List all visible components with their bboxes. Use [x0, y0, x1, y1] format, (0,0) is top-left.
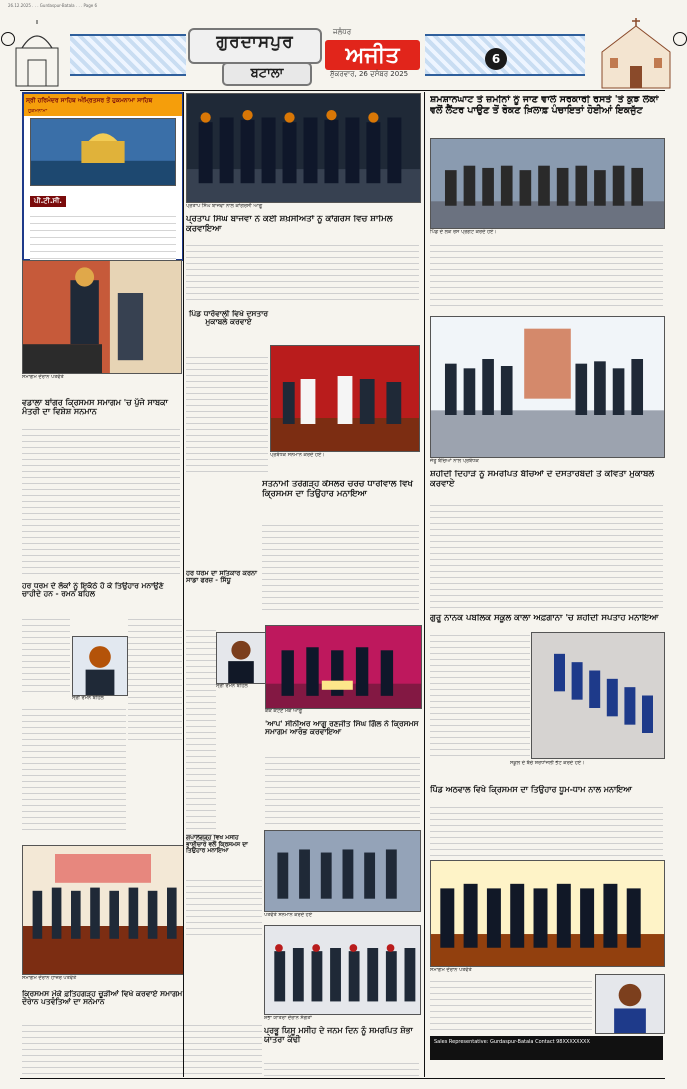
s1-photo: [430, 138, 665, 229]
s12-headline: ਹਰ ਧਰਮ ਦਾ ਸਤਿਕਾਰ ਕਰਨਾ ਸਾਡਾ ਫਰਜ਼ - ਸਿੱਧੂ: [186, 570, 257, 585]
s11-body: [22, 1020, 262, 1075]
s14-headline: ਗੋਪਾਲਗੜ੍ਹ ਵਿਖੇ ਮਸੀਹ ਭਾਈਚਾਰੇ ਵਲੋਂ ਕ੍ਰਿਸਮਸ ਦਾ ਤਿਉਹਾਰ ਮਨਾਇਆ: [186, 835, 248, 855]
print-slug: 26.12.2025 . . . Gurdaspur-Batala . . . Page 6: [8, 3, 98, 8]
column-rule-2: [424, 92, 425, 1077]
masthead-title: ਅਜੀਤ: [325, 40, 420, 70]
contact-strip: Sales Representative: Gurdaspur-Batala Contact 98XXXXXXXX: [430, 1036, 663, 1060]
s7-caption: ਸਕੂਲ ਦੇ ਬੱਚੇ ਸ਼ਰਧਾਂਜਲੀ ਭੇਟ ਕਰਦੇ ਹੋਏ।: [510, 760, 585, 766]
s4-headline: ਪਿੰਡ ਧਾਰੋਵਾਲੀ ਵਿਖੇ ਦਸਤਾਰ ਮੁਕਾਬਲੇ ਕਰਵਾਏ: [188, 310, 269, 327]
s2-photo: [186, 93, 421, 203]
s3-caption: ਸਮਾਗਮ ਦੌਰਾਨ ਪਤਵੰਤੇ: [22, 374, 64, 380]
s13-portrait: [72, 636, 128, 696]
s10-body: [264, 1058, 419, 1076]
church-sketch-right: [592, 18, 680, 90]
s3-headline: ਵਡਾਲਾ ਬਾਂਗਰ ਕ੍ਰਿਸਮਸ ਸਮਾਗਮ 'ਚ ਪੁੱਜੇ ਸਾਬਕਾ ਮੰਤਰੀ ਦਾ ਵਿਸ਼ੇਸ਼ ਸਨਮਾਨ: [22, 398, 168, 416]
s14-body: [186, 875, 262, 935]
masthead-rule: [20, 90, 665, 91]
s13-portrait-caption: ਸ੍ਰੀ ਰਮਨ ਬਹਿਲ: [72, 695, 104, 701]
s8-headline: 'ਆਪ' ਸੀਨੀਅਰ ਆਗੂ ਰਣਜੀਤ ਸਿੰਘ ਗਿੱਲ ਨੇ ਕ੍ਰਿਸਮਸ ਸਮਾਗਮ ਆਰੰਭ ਕਰਵਾਇਆ: [265, 720, 419, 737]
page-number: 6: [485, 48, 507, 70]
s12-portrait: [216, 632, 266, 684]
s7-headline: ਗੁਰੂ ਨਾਨਕ ਪਬਲਿਕ ਸਕੂਲ ਕਾਲਾ ਅਫ਼ਗਾਨਾ 'ਚ ਸ਼ਹੀਦੀ ਸਪਤਾਹ ਮਨਾਇਆ: [430, 614, 659, 623]
s2-headline: ਪ੍ਰਤਾਪ ਸਿੰਘ ਬਾਜਵਾ ਨੇ ਕਈ ਸ਼ਖ਼ਸੀਅਤਾਂ ਨੂੰ ਕਾਂਗਰਸ ਵਿਚ ਸ਼ਾਮਿਲ ਕਰਵਾਇਆ: [186, 215, 393, 234]
s7-photo: [531, 632, 665, 759]
hukamnama-ad: [22, 92, 184, 261]
ad-banner: ਸ੍ਰੀ ਹਰਿਮੰਦਰ ਸਾਹਿਬ ਅੰਮ੍ਰਿਤਸਰ ਤੋਂ ਹੁਕਮਨਾਮਾ ਸਾਹਿਬ: [24, 94, 182, 108]
s9-photo: [430, 860, 665, 967]
golden-temple-photo: [30, 118, 176, 186]
s11-caption: ਸਮਾਗਮ ਦੌਰਾਨ ਹਾਜ਼ਰ ਪਤਵੰਤੇ: [22, 975, 77, 981]
s3-photo: [22, 260, 182, 374]
s4-photo: [270, 345, 420, 452]
s9-body: [430, 802, 663, 857]
s11-photo: [22, 845, 184, 975]
column-rule-1: [183, 92, 184, 1077]
s10-photo: [264, 925, 421, 1015]
s5-body: [430, 500, 663, 612]
s12-body: [186, 625, 216, 845]
ad-sub: ਹੁਕਮਨਾਮਾ: [24, 108, 182, 116]
ptc-logo: ਪੀ.ਟੀ.ਸੀ.: [30, 196, 66, 207]
masthead-place: ਜਲੰਧਰ: [333, 28, 352, 36]
s9-headline: ਪਿੰਡ ਅਠਵਾਲ ਵਿਖੇ ਕ੍ਰਿਸਮਸ ਦਾ ਤਿਉਹਾਰ ਧੂਮ-ਧਾਮ ਨਾਲ ਮਨਾਇਆ: [430, 785, 632, 794]
s4-caption: ਪ੍ਰਬੰਧਕ ਸਨਮਾਨ ਕਰਦੇ ਹੋਏ।: [270, 452, 325, 458]
s11-headline: ਕ੍ਰਿਸਮਸ ਮੌਕੇ ਫ਼ਤਿਹਗੜ੍ਹ ਚੂੜੀਆਂ ਵਿਖੇ ਕਰਵਾਏ ਸਮਾਗਮ ਦੌਰਾਨ ਪਤਵੰਤਿਆਂ ਦਾ ਸਨਮਾਨ: [22, 990, 183, 1007]
masthead-city: ਗੁਰਦਾਸਪੁਰ: [188, 28, 322, 64]
s10-caption: ਸ਼ੋਭਾ ਯਾਤਰਾ ਦੌਰਾਨ ਸੰਗਤਾਂ: [264, 1015, 312, 1021]
s1-body: [430, 240, 663, 306]
s2-body: [186, 240, 419, 302]
footer-rule: [20, 1078, 665, 1079]
s12-portrait-caption: ਸ੍ਰੀ ਰਮਨ ਬਹਿਲ: [216, 683, 248, 689]
s7-body: [430, 630, 530, 760]
s6-body: [262, 520, 419, 615]
masthead-date: ਸ਼ੁੱਕਰਵਾਰ, 26 ਦਸੰਬਰ 2025: [330, 70, 409, 78]
temple-sketch-left: [8, 20, 66, 90]
s13-body-c: [22, 704, 126, 834]
s6-headline: ਸਤਨਾਮੀ ਤਰੇਗੜ੍ਹ ਕੌਂਸਲਰ ਚਰਚ ਧਾਰੀਵਾਲ ਵਿਖੇ ਕ੍ਰਿਸਮਸ ਦਾ ਤਿਉਹਾਰ ਮਨਾਇਆ: [262, 480, 413, 499]
s3-body: [22, 424, 180, 574]
s5-caption: ਜੇਤੂ ਬੱਚਿਆਂ ਨਾਲ ਪ੍ਰਬੰਧਕ: [430, 458, 479, 464]
s1-headline: ਸ਼ਮਸ਼ਾਨਘਾਟ ਤੇ ਜ਼ਮੀਨਾਂ ਨੂੰ ਜਾਣ ਵਾਲੇ ਸਰਕਾਰੀ ਰਸਤੇ 'ਤੇ ਕੁਝ ਲੋਕਾਂ ਵਲੋਂ ਲੈਂਟਰ ਪਾਉਣ ਤੋਂ ਰੋਕਣ ਖ਼ਿਲਾਫ਼ ਪੰਚਾਇਤਾਂ ਹੋਈਆਂ ਇਕਜੁੱਟ: [430, 95, 659, 116]
s5-photo: [430, 316, 665, 458]
s14-photo: [264, 830, 421, 912]
s14-caption: ਪਤਵੰਤੇ ਸਨਮਾਨ ਕਰਦੇ ਹੋਏ: [264, 912, 313, 918]
s5-headline: ਸ਼ਹੀਦੀ ਦਿਹਾੜੇ ਨੂੰ ਸਮਰਪਿਤ ਬੱਚਿਆਂ ਦੇ ਦਸਤਾਰਬੰਦੀ ਤੇ ਕਵਿਤਾ ਮੁਕਾਬਲੇ ਕਰਵਾਏ: [430, 470, 655, 489]
s8-caption: ਕੇਕ ਕੱਟਣ ਮੌਕੇ ਆਗੂ: [265, 708, 303, 714]
s1-caption: ਪਿੰਡ ਦੇ ਲੋਕ ਰੋਸ ਪ੍ਰਗਟ ਕਰਦੇ ਹੋਏ।: [430, 229, 497, 235]
s9-caption: ਸਮਾਗਮ ਦੌਰਾਨ ਪਤਵੰਤੇ: [430, 967, 472, 973]
s10-headline: ਪ੍ਰਭੂ ਯਿਸੂ ਮਸੀਹ ਦੇ ਜਨਮ ਦਿਨ ਨੂੰ ਸਮਰਪਿਤ ਸ਼ੋਭਾ ਯਾਤਰਾ ਕੱਢੀ: [264, 1026, 413, 1044]
advertiser-portrait: [595, 974, 665, 1034]
s13-body-a: [22, 614, 70, 694]
s15-body: [430, 976, 592, 1034]
ad-body-lines: [30, 210, 176, 266]
s8-body: [265, 752, 420, 827]
s4-body: [186, 352, 268, 472]
s8-photo: [265, 625, 422, 709]
s13-headline: ਹਰ ਧਰਮ ਦੇ ਲੋਕਾਂ ਨੂੰ ਇਕੱਠੇ ਹੋ ਕੇ ਤਿਉਹਾਰ ਮਨਾਉਣੇ ਚਾਹੀਦੇ ਹਨ - ਰਮਨ ਬਹਿਲ: [22, 582, 164, 599]
masthead-city2: ਬਟਾਲਾ: [222, 62, 312, 86]
masthead-tile-left: [70, 34, 186, 76]
s2-caption: ਪ੍ਰਤਾਪ ਸਿੰਘ ਬਾਜਵਾ ਨਾਲ ਕਾਂਗਰਸੀ ਆਗੂ: [186, 203, 263, 209]
s13-body-b: [128, 614, 182, 744]
